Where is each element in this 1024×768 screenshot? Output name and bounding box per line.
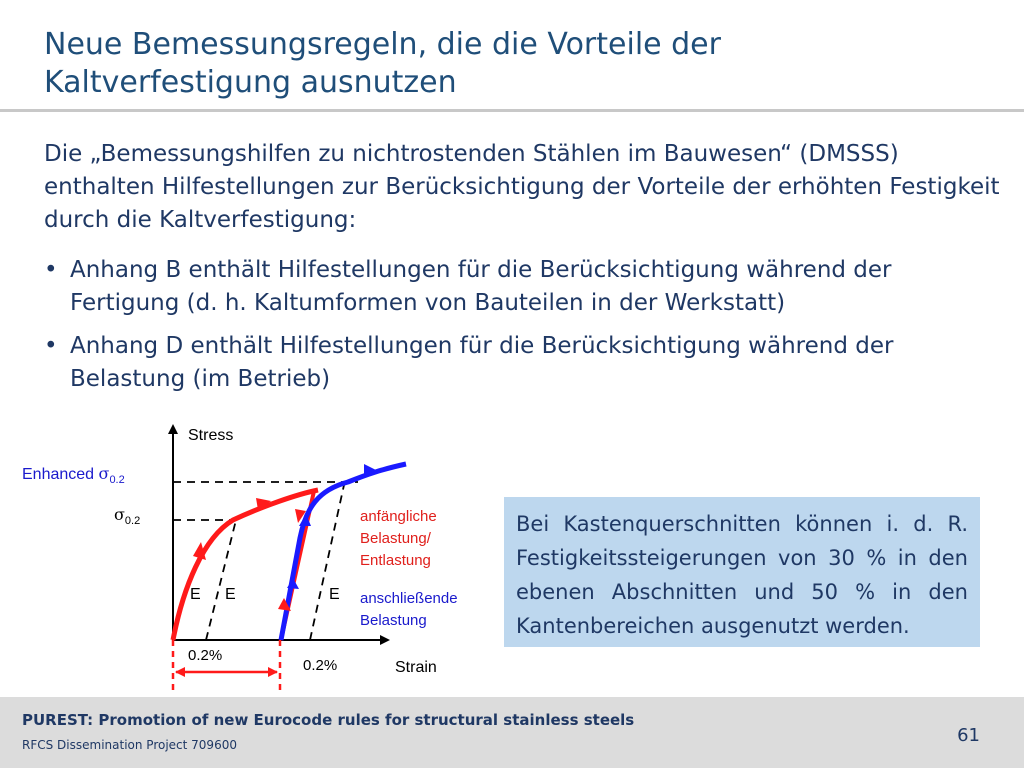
slide-title-line2: Kaltverfestigung ausnutzen (44, 65, 457, 100)
footer (0, 697, 1024, 768)
bullet-text: Anhang B enthält Hilfestellungen für die Berücksichtigung während der Fertigung (d. h. Kaltumformen von Bauteilen in der Werkstatt) (70, 257, 892, 316)
offset-label-1: 0.2% (188, 647, 223, 664)
title-divider (0, 109, 1024, 112)
elastic-modulus-label-3: E (329, 586, 340, 603)
offset-label-2: 0.2% (303, 657, 338, 674)
x-axis-label: Strain (395, 659, 437, 676)
info-box: Bei Kastenquerschnitten können i. d. R. Festigkeitssteigerungen von 30 % in den ebenen Abschnitten und 50 % in den Kantenbereichen ausgenutzt werden. (504, 497, 980, 647)
bullet-item-annex-d (44, 330, 1004, 396)
stress-strain-diagram (18, 418, 498, 693)
bullet-item-annex-b (44, 254, 1004, 320)
reloading-arrow-icon (287, 578, 299, 589)
page-number: 61 (957, 725, 980, 746)
intro-paragraph: Die „Bemessungshilfen zu nichtrostenden Stählen im Bauwesen“ (DMSSS) enthalten Hilfestellungen zur Berücksichtigung der Vorteile der erhöhten Festigkeit durch die Kaltverfestigung: (44, 141, 1000, 233)
bullet-text: Anhang D enthält Hilfestellungen für die Berücksichtigung während der Belastung (im Betrieb) (70, 333, 894, 392)
footer-subtitle: RFCS Dissemination Project 709600 (22, 738, 237, 752)
legend-subsequent-loading: anschließende Belastung (360, 590, 458, 629)
sigma-label: $\sigma_{0.2}$ (114, 505, 141, 527)
legend-initial-loading: anfängliche Belastung/ Entlastung (360, 508, 437, 569)
elastic-modulus-label-1: E (190, 586, 201, 603)
enhanced-sigma-label: Enhanced $\sigma_{0.2}$ (22, 464, 125, 486)
bullet-icon: • (44, 257, 58, 283)
footer-project-title: PUREST: Promotion of new Eurocode rules for structural stainless steels (22, 711, 635, 729)
bullet-list (44, 254, 1004, 406)
slide-title (44, 26, 984, 102)
y-axis-label: Stress (188, 427, 234, 444)
bullet-icon: • (44, 333, 58, 359)
slide-title-line1: Neue Bemessungsregeln, die die Vorteile der (44, 27, 721, 62)
elastic-modulus-label-2: E (225, 586, 236, 603)
elastic-offset-line-2 (310, 485, 344, 640)
